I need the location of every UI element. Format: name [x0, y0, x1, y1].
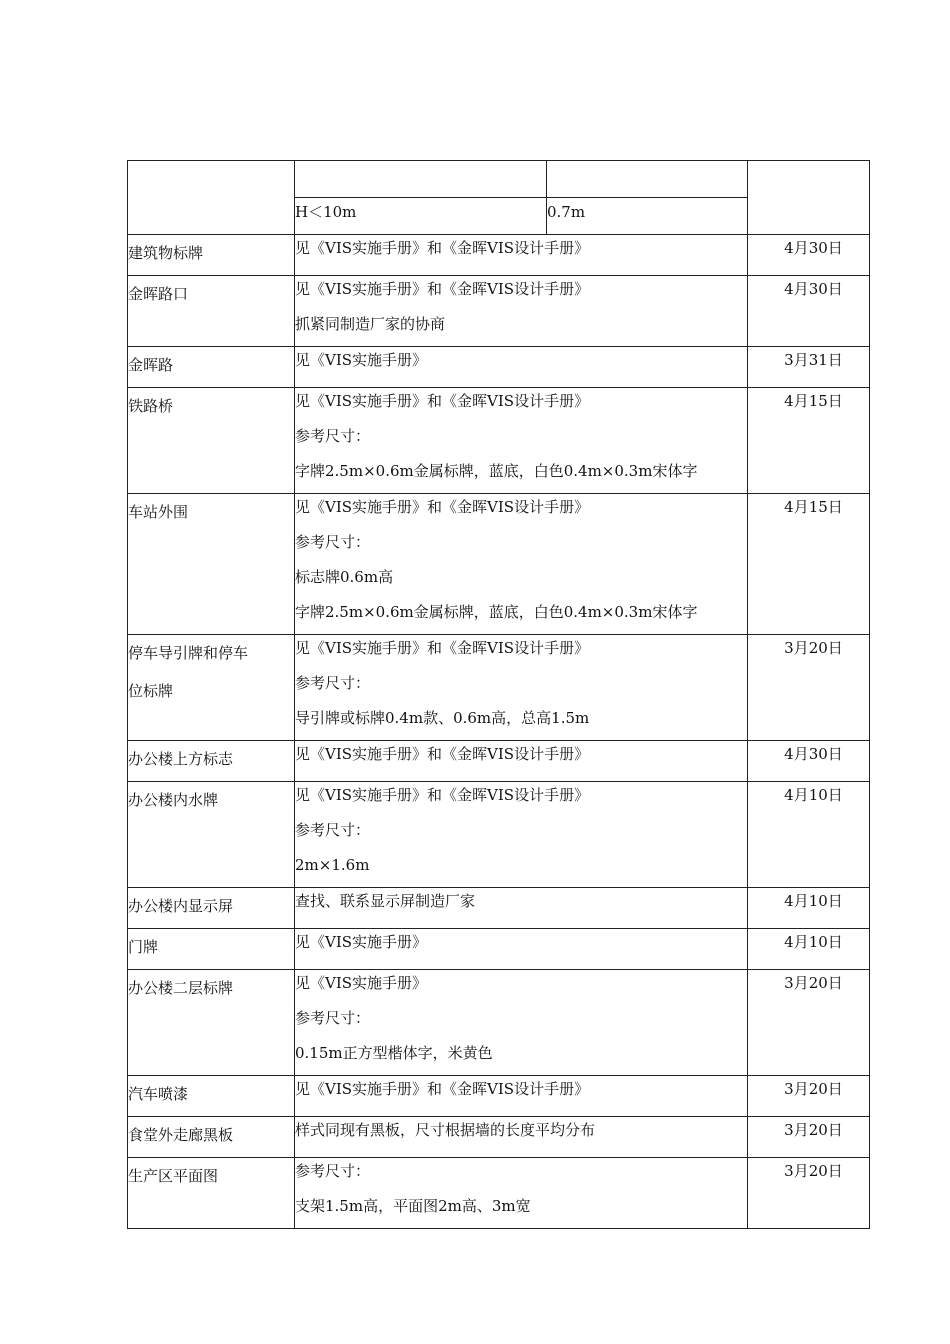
header-blank-date-cell — [748, 161, 870, 235]
item-description-cell — [295, 970, 748, 1076]
due-date: 4月15日 — [784, 498, 843, 516]
item-description-cell — [295, 888, 748, 929]
table-row — [128, 1076, 870, 1117]
due-date: 4月30日 — [784, 239, 843, 257]
height-value-cell — [547, 198, 748, 235]
table-row — [128, 970, 870, 1076]
description-line: 参考尺寸： — [295, 1162, 371, 1180]
table-row — [128, 276, 870, 347]
item-name: 金晖路 — [128, 356, 174, 374]
description-line: 标志牌0.6m高 — [295, 568, 394, 586]
item-name-cell — [128, 1076, 295, 1117]
table-row — [128, 494, 870, 635]
table-row — [128, 1158, 870, 1229]
due-date: 3月20日 — [784, 1162, 843, 1180]
item-name: 车站外围 — [128, 503, 189, 521]
description-line: 字牌2.5m×0.6m金属标牌，蓝底，白色0.4m×0.3m宋体字 — [295, 603, 698, 621]
description-line: 见《VIS实施手册》 — [295, 933, 428, 951]
item-name-cell — [128, 741, 295, 782]
description-line: 字牌2.5m×0.6m金属标牌，蓝底，白色0.4m×0.3m宋体字 — [295, 462, 698, 480]
item-name: 金晖路口 — [128, 285, 189, 303]
header-sub-cell-right-top — [547, 161, 748, 198]
table-row — [128, 741, 870, 782]
description-line: 抓紧同制造厂家的协商 — [295, 315, 446, 333]
due-date-cell — [748, 635, 870, 741]
due-date: 4月30日 — [784, 280, 843, 298]
due-date: 3月20日 — [784, 1080, 843, 1098]
due-date-cell — [748, 970, 870, 1076]
item-description-cell — [295, 235, 748, 276]
due-date-cell — [748, 235, 870, 276]
item-name: 办公楼内显示屏 — [128, 897, 234, 915]
item-description-cell — [295, 494, 748, 635]
due-date: 3月20日 — [784, 974, 843, 992]
description-line: 见《VIS实施手册》和《金晖VIS设计手册》 — [295, 1080, 590, 1098]
description-line: 参考尺寸： — [295, 674, 371, 692]
item-name-cell — [128, 347, 295, 388]
header-row-top — [128, 161, 870, 198]
item-name: 汽车喷漆 — [128, 1085, 189, 1103]
due-date-cell — [748, 1158, 870, 1229]
item-name-cell — [128, 276, 295, 347]
item-name: 门牌 — [128, 938, 159, 956]
item-name-cell — [128, 888, 295, 929]
item-name-continued: 位标牌 — [128, 682, 174, 700]
item-name: 办公楼上方标志 — [128, 750, 234, 768]
due-date-cell — [748, 494, 870, 635]
description-line: 见《VIS实施手册》和《金晖VIS设计手册》 — [295, 639, 590, 657]
description-line: 见《VIS实施手册》和《金晖VIS设计手册》 — [295, 498, 590, 516]
table-row — [128, 929, 870, 970]
due-date-cell — [748, 1117, 870, 1158]
description-line: 导引牌或标牌0.4m款、0.6m高，总高1.5m — [295, 709, 590, 727]
item-name: 停车导引牌和停车 — [128, 644, 249, 662]
item-name-cell — [128, 1117, 295, 1158]
table-row — [128, 888, 870, 929]
description-line: 样式同现有黑板，尺寸根据墙的长度平均分布 — [295, 1121, 596, 1139]
description-line: 0.15m正方型楷体字，米黄色 — [295, 1044, 493, 1062]
item-name-cell — [128, 782, 295, 888]
description-line: 见《VIS实施手册》和《金晖VIS设计手册》 — [295, 280, 590, 298]
due-date: 4月10日 — [784, 892, 843, 910]
description-line: 查找、联系显示屏制造厂家 — [295, 892, 476, 910]
height-condition-cell — [295, 198, 547, 235]
item-description-cell — [295, 782, 748, 888]
description-line: 参考尺寸： — [295, 427, 371, 445]
item-description-cell — [295, 1117, 748, 1158]
due-date-cell — [748, 388, 870, 494]
item-description-cell — [295, 929, 748, 970]
item-name: 建筑物标牌 — [128, 244, 204, 262]
item-name: 办公楼内水牌 — [128, 791, 219, 809]
due-date-cell — [748, 782, 870, 888]
description-line: 见《VIS实施手册》和《金晖VIS设计手册》 — [295, 745, 590, 763]
item-name: 办公楼二层标牌 — [128, 979, 234, 997]
table-row — [128, 782, 870, 888]
due-date: 3月31日 — [784, 351, 843, 369]
item-name-cell — [128, 235, 295, 276]
description-line: 见《VIS实施手册》 — [295, 351, 428, 369]
item-name: 食堂外走廊黑板 — [128, 1126, 234, 1144]
item-name-cell — [128, 970, 295, 1076]
due-date-cell — [748, 347, 870, 388]
item-description-cell — [295, 388, 748, 494]
due-date: 4月15日 — [784, 392, 843, 410]
table-row — [128, 347, 870, 388]
description-line: 2m×1.6m — [295, 856, 370, 874]
header-sub-cell-left-top — [295, 161, 547, 198]
due-date: 3月20日 — [784, 639, 843, 657]
item-description-cell — [295, 1158, 748, 1229]
due-date: 4月10日 — [784, 786, 843, 804]
item-name: 铁路桥 — [128, 397, 174, 415]
item-name-cell — [128, 388, 295, 494]
table-row — [128, 388, 870, 494]
item-description-cell — [295, 276, 748, 347]
item-name: 生产区平面图 — [128, 1167, 219, 1185]
description-line: 支架1.5m高，平面图2m高、3m宽 — [295, 1197, 531, 1215]
height-value: 0.7m — [547, 203, 586, 221]
item-name-cell — [128, 929, 295, 970]
item-name-cell — [128, 1158, 295, 1229]
due-date-cell — [748, 929, 870, 970]
item-description-cell — [295, 347, 748, 388]
description-line: 见《VIS实施手册》和《金晖VIS设计手册》 — [295, 392, 590, 410]
item-name-cell — [128, 635, 295, 741]
due-date-cell — [748, 276, 870, 347]
height-condition: H＜10m — [295, 203, 357, 221]
due-date-cell — [748, 1076, 870, 1117]
table-row — [128, 1117, 870, 1158]
due-date: 4月30日 — [784, 745, 843, 763]
description-line: 见《VIS实施手册》和《金晖VIS设计手册》 — [295, 239, 590, 257]
header-blank-cell — [128, 161, 295, 235]
due-date-cell — [748, 741, 870, 782]
due-date-cell — [748, 888, 870, 929]
description-line: 参考尺寸： — [295, 1009, 371, 1027]
due-date: 4月10日 — [784, 933, 843, 951]
description-line: 见《VIS实施手册》 — [295, 974, 428, 992]
due-date: 3月20日 — [784, 1121, 843, 1139]
description-line: 参考尺寸： — [295, 821, 371, 839]
item-description-cell — [295, 635, 748, 741]
signage-schedule-table — [127, 160, 870, 1229]
item-name-cell — [128, 494, 295, 635]
description-line: 见《VIS实施手册》和《金晖VIS设计手册》 — [295, 786, 590, 804]
table-row — [128, 635, 870, 741]
item-description-cell — [295, 1076, 748, 1117]
description-line: 参考尺寸： — [295, 533, 371, 551]
table-row — [128, 235, 870, 276]
item-description-cell — [295, 741, 748, 782]
